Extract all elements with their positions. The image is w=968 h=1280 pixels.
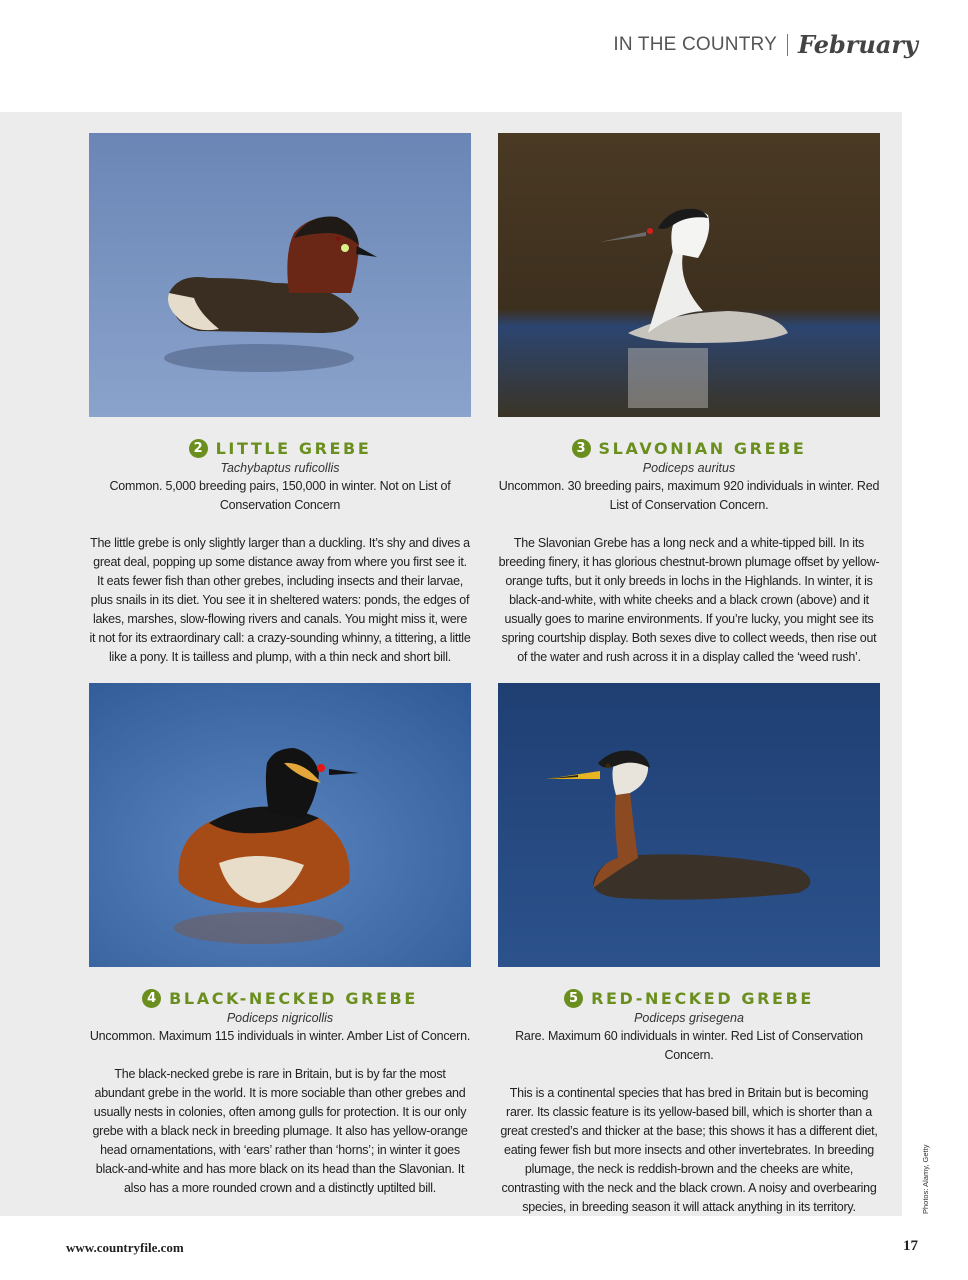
little-grebe-title [89,439,471,458]
latin-name: Tachybaptus ruficollis [220,461,340,475]
black-necked-grebe-photo [89,683,471,967]
card-slavonian-grebe [498,133,880,667]
card-little-grebe [89,133,471,667]
species-description: The little grebe is only slightly larger than a duckling. It’s shy and dives a great deal, popping up some distance away from where you first see it. It eats fewer fish than other grebes, including insects and their larvae, plus snails in its diet. You see it in sheltered waters: ponds, the edges of lakes, marshes, slow-flowing rivers and canals. You might miss it, were it not for its extraordinary call: a crazy-sounding whinny, a tittering, a little like a pony. It is tailless and plump, with a thin neck and short bill. [89,536,471,664]
species-name: RED-NECKED GREBE [591,989,814,1008]
number-badge: 3 [572,439,591,458]
slavonian-grebe-title [498,439,880,458]
latin-name: Podiceps auritus [642,461,736,475]
photo-credit-text: Photos: Alamy, Getty [921,1144,930,1214]
conservation-status: Uncommon. Maximum 115 individuals in winter. Amber List of Concern. [89,1029,471,1043]
species-name: BLACK-NECKED GREBE [169,989,418,1008]
footer-url: www.countryfile.com [66,1240,184,1255]
species-name: LITTLE GREBE [215,439,372,458]
page-number: 17 [903,1238,918,1254]
black-necked-grebe-title [89,989,471,1008]
photo-credit [921,1144,935,1214]
card-black-necked-grebe [89,683,471,1198]
section-label: IN THE COUNTRY [613,33,777,55]
red-necked-grebe-title [498,989,880,1008]
species-description: The Slavonian Grebe has a long neck and a white-tipped bill. In its breeding finery, it has glorious chestnut-brown plumage offset by yellow-orange tufts, but it only breeds in lochs in the Highlands. In winter, it is black-and-white, with white cheeks and a black crown (above) and it usually goes to marine environments. If you’re lucky, you might see its spring courtship display. Both sexes dive to collect weeds, then rise out of the water and rush across it in a display called the ‘weed rush’. [498,536,880,664]
species-description: The black-necked grebe is rare in Britain, but is by far the most abundant grebe in the world. It is more sociable than other grebes and usually nests in colonies, often among gulls for protection. It is our only grebe with a black neck in breeding plumage. It also has yellow-orange head ornamentations, with ‘ears’ rather than ‘horns’; in winter it goes black-and-white and has more black on its head than the Slavonian. It also has a more rounded crown and a distinctly uptilted bill. [92,1067,468,1195]
conservation-status: Common. 5,000 breeding pairs, 150,000 in winter. Not on List of Conservation Concern [109,479,451,512]
number-badge: 5 [564,989,583,1008]
species-description: This is a continental species that has bred in Britain but is becoming rarer. Its classic feature is its yellow-based bill, which is shorter than a great crested’s and thicker at the base; this shows it has a different diet, eating fewer fish but more insects and other invertebrates. In breeding plumage, the neck is reddish-brown and the cheeks are white, contrasting with the neck and the black crown. A noisy and overbearing species, in breeding season it will attack anything in its territory. [500,1086,878,1214]
slavonian-grebe-photo [498,133,880,417]
red-necked-grebe-photo [498,683,880,967]
header-divider [787,34,788,56]
page-header [613,30,918,59]
card-red-necked-grebe [498,683,880,1217]
number-badge: 2 [189,439,208,458]
number-badge: 4 [142,989,161,1008]
conservation-status: Uncommon. 30 breeding pairs, maximum 920 individuals in winter. Red List of Conservation Concern. [498,479,880,512]
latin-name: Podiceps nigricollis [226,1011,334,1025]
species-name: SLAVONIAN GREBE [598,439,807,458]
little-grebe-photo [89,133,471,417]
month-label: February [797,30,918,59]
latin-name: Podiceps grisegena [634,1011,744,1025]
conservation-status: Rare. Maximum 60 individuals in winter. Red List of Conservation Concern. [515,1029,863,1062]
